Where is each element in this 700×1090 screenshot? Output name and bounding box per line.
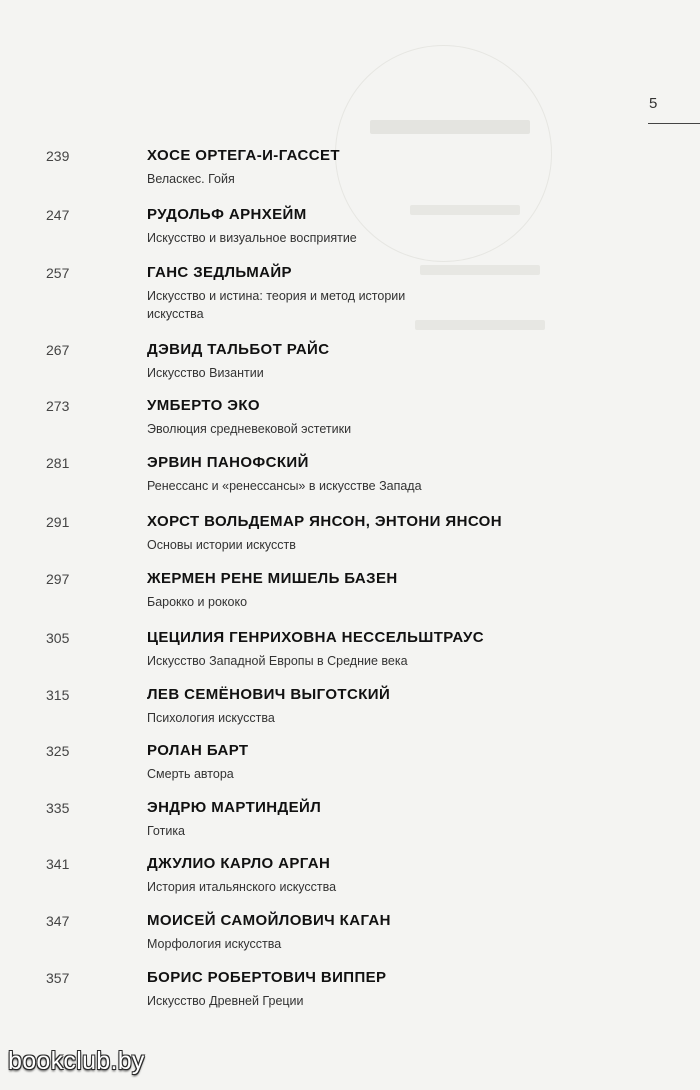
toc-page-number: 281 — [46, 455, 70, 471]
toc-page-number: 357 — [46, 970, 70, 986]
toc-work-title: Смерть автора — [147, 767, 234, 781]
toc-author: УМБЕРТО ЭКО — [147, 397, 260, 414]
toc-page-number: 239 — [46, 148, 70, 164]
bleed-through-block — [415, 320, 545, 330]
toc-work-title: Готика — [147, 824, 186, 838]
bleed-through-block — [420, 265, 540, 275]
toc-page-number: 247 — [46, 207, 70, 223]
toc-author: ГАНС ЗЕДЛЬМАЙР — [147, 264, 292, 281]
toc-author: ЛЕВ СЕМЁНОВИЧ ВЫГОТСКИЙ — [147, 686, 391, 703]
toc-work-title: Морфология искусства — [147, 937, 282, 951]
toc-author: ЭНДРЮ МАРТИНДЕЙЛ — [147, 799, 322, 816]
toc-author: РУДОЛЬФ АРНХЕЙМ — [147, 206, 307, 223]
toc-author: ЭРВИН ПАНОФСКИЙ — [147, 454, 309, 471]
toc-page-number: 335 — [46, 800, 70, 816]
toc-author: ЖЕРМЕН РЕНЕ МИШЕЛЬ БАЗЕН — [147, 570, 398, 587]
toc-work-title: Веласкес. Гойя — [147, 172, 235, 186]
toc-author: ЦЕЦИЛИЯ ГЕНРИХОВНА НЕССЕЛЬШТРАУС — [147, 629, 484, 646]
toc-page-number: 347 — [46, 913, 70, 929]
toc-page-number: 267 — [46, 342, 70, 358]
site-watermark: bookclub.by — [8, 1047, 145, 1075]
toc-author: ДЭВИД ТАЛЬБОТ РАЙС — [147, 341, 330, 358]
toc-work-title: Основы истории искусств — [147, 538, 296, 552]
toc-page-number: 297 — [46, 571, 70, 587]
toc-work-title: Искусство и визуальное восприятие — [147, 231, 357, 245]
toc-work-title: Барокко и рококо — [147, 595, 248, 609]
toc-page-number: 305 — [46, 630, 70, 646]
toc-work-title: Искусство Западной Европы в Средние века — [147, 654, 408, 668]
toc-page-number: 291 — [46, 514, 70, 530]
page-number-rule — [648, 123, 700, 124]
toc-author: ХОРСТ ВОЛЬДЕМАР ЯНСОН, ЭНТОНИ ЯНСОН — [147, 513, 502, 530]
toc-page-number: 257 — [46, 265, 70, 281]
toc-author: МОИСЕЙ САМОЙЛОВИЧ КАГАН — [147, 912, 391, 929]
toc-page-number: 341 — [46, 856, 70, 872]
toc-page-number: 315 — [46, 687, 70, 703]
toc-work-title: Искусство Древней Греции — [147, 994, 304, 1008]
toc-author: БОРИС РОБЕРТОВИЧ ВИППЕР — [147, 969, 387, 986]
toc-author: ДЖУЛИО КАРЛО АРГАН — [147, 855, 331, 872]
toc-page-number: 273 — [46, 398, 70, 414]
toc-work-title: Эволюция средневековой эстетики — [147, 422, 352, 436]
toc-author: ХОСЕ ОРТЕГА-И-ГАССЕТ — [147, 147, 340, 164]
toc-work-title: Психология искусства — [147, 711, 275, 725]
toc-work-title: Искусство и истина: теория и метод истории искусства — [147, 289, 406, 321]
toc-page-number: 325 — [46, 743, 70, 759]
toc-work-title: История итальянского искусства — [147, 880, 337, 894]
toc-author: РОЛАН БАРТ — [147, 742, 249, 759]
page-number: 5 — [649, 95, 658, 112]
toc-work-title: Искусство Византии — [147, 366, 264, 380]
toc-work-title: Ренессанс и «ренессансы» в искусстве Запада — [147, 479, 422, 493]
